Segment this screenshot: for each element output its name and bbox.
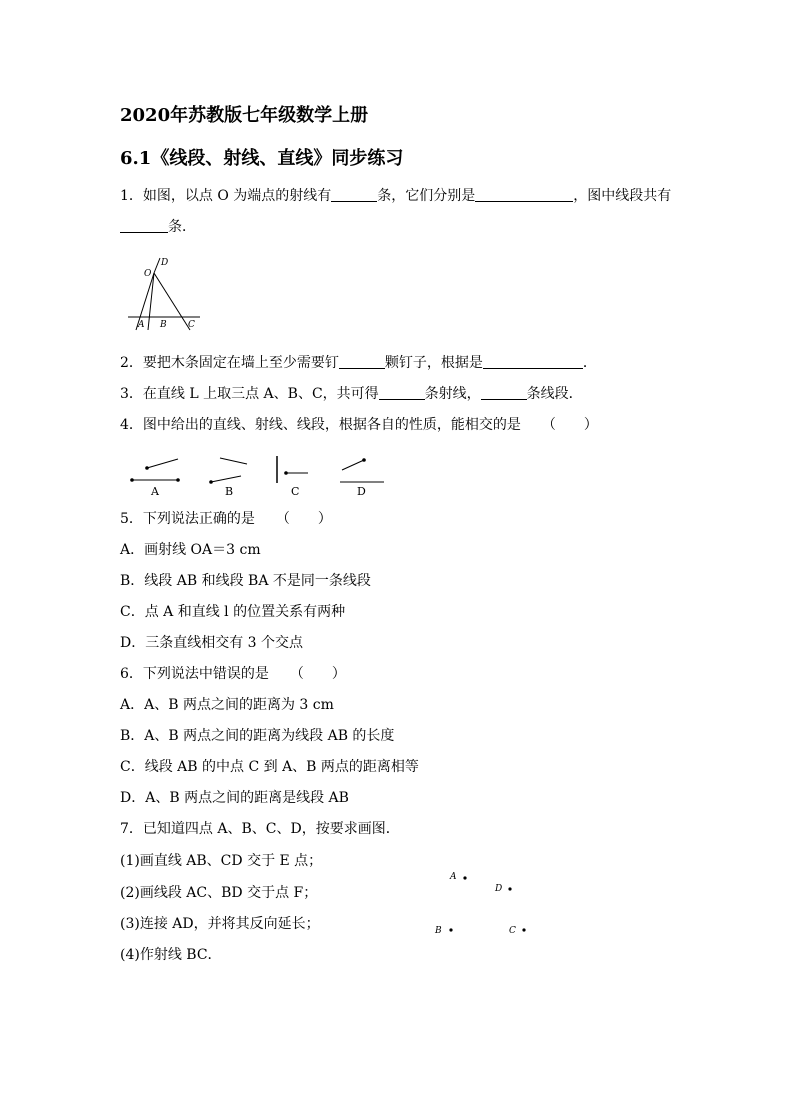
point-label-b: B [435,926,442,936]
question-7: 7．已知道四点 A、B、C、D，按要求画图． [120,821,400,837]
question-6-option-c: C．线段 AB 的中点 C 到 A、B 两点的距离相等 [120,759,419,775]
question-5-option-c: C．点 A 和直线 l 的位置关系有两种 [120,604,346,620]
question-7-step-3: (3)连接 AD，并将其反向延长； [120,916,320,932]
question-6-option-d: D．A、B 两点之间的距离是线段 AB [120,790,349,806]
question-5-option-a: A．画射线 OA＝3 cm [120,542,261,558]
point-d [508,887,511,890]
question-6-option-a: A．A、B 两点之间的距离为 3 cm [120,697,334,713]
option-b-point [209,480,213,484]
option-c-point [284,471,288,475]
figure-label-o: O [144,269,152,279]
point-c [522,928,525,931]
option-label-b: B [225,485,234,498]
answer-blank[interactable] [481,385,527,400]
question-3-text-c: 条线段． [526,386,583,402]
answer-blank[interactable] [331,187,377,202]
point-label-a: A [450,872,457,882]
option-b-segment [220,458,247,464]
question-2-text-c: ． [582,355,597,371]
question-3 [120,385,583,403]
option-label-d: D [357,485,366,498]
option-a-point [176,478,180,482]
question-1-line-1 [120,187,671,205]
question-7-step-1: (1)画直线 AB、CD 交于 E 点； [120,853,323,869]
question-3-text-b: 条射线， [424,386,481,402]
question-1-text-c: ，图中线段共有 [573,188,672,204]
question-1-text-d: 条． [168,219,196,235]
option-d-ray [342,460,364,470]
option-a-point [130,478,134,482]
option-a-ray [147,459,178,468]
answer-blank[interactable] [120,218,168,233]
question-7-figure [430,864,540,944]
answer-blank[interactable] [475,187,573,202]
question-1-text-a: 1．如图，以点 O 为端点的射线有 [120,188,332,204]
question-4-figure [120,452,395,500]
figure-label-d: D [161,258,169,268]
question-1-line-2 [120,218,196,236]
point-a [463,876,466,879]
option-label-a: A [151,485,159,498]
option-b-ray [211,476,241,482]
answer-blank[interactable] [483,354,583,369]
point-b [449,928,452,931]
point-label-d: D [495,884,503,894]
question-7-step-2: (2)画线段 AC、BD 交于点 F； [120,885,318,901]
question-5: 5．下列说法正确的是 （ ） [120,511,332,527]
question-3-text-a: 3．在直线 L 上取三点 A、B、C，共可得 [120,386,379,402]
figure-label-c: C [188,320,195,330]
question-4: 4．图中给出的直线、射线、线段，根据各自的性质，能相交的是 （ ） [120,417,598,433]
question-5-option-b: B．线段 AB 和线段 BA 不是同一条线段 [120,573,371,589]
ray-od [154,258,160,273]
question-7-step-4: (4)作射线 BC． [120,947,222,963]
answer-blank[interactable] [339,354,385,369]
question-5-option-d: D．三条直线相交有 3 个交点 [120,635,304,651]
question-2-text-b: 颗钉子，根据是 [384,355,483,371]
answer-blank[interactable] [379,385,425,400]
question-2 [120,354,597,372]
figure-label-a: A [138,320,145,330]
page-subtitle: 6.1《线段、射线、直线》同步练习 [120,148,404,169]
question-1-text-b: 条，它们分别是 [377,188,476,204]
question-1-figure [124,252,204,332]
point-label-c: C [509,926,516,936]
question-2-text-a: 2．要把木条固定在墙上至少需要钉 [120,355,339,371]
page-title: 2020年苏教版七年级数学上册 [120,105,369,126]
option-a-point [145,466,149,470]
question-6-option-b: B．A、B 两点之间的距离为线段 AB 的长度 [120,728,395,744]
option-d-point [362,458,366,462]
question-6: 6．下列说法中错误的是 （ ） [120,666,346,682]
figure-label-b: B [160,320,167,330]
option-label-c: C [291,485,300,498]
